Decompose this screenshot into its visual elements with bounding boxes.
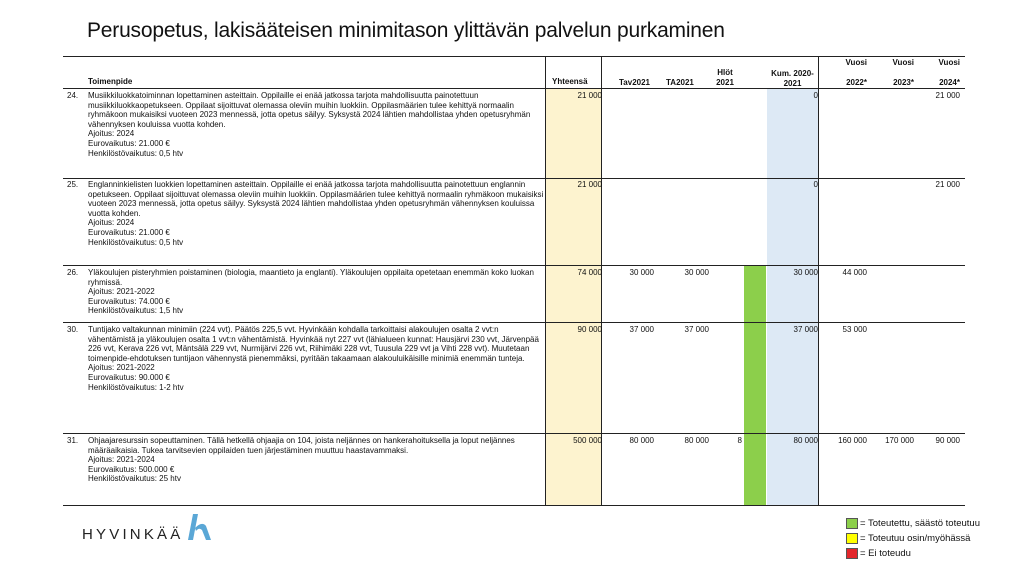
status-indicator-green	[744, 266, 766, 506]
legend-item	[846, 531, 980, 546]
header-ta2021: TA2021	[666, 78, 694, 87]
row-desc-text: Musiikkiluokkatoiminnan lopettaminen asteittain. Oppilaille ei enää jatkossa tarjota mahdollisuutta painotettuun musiikkiluokkaopetukseen. Oppilaat sijoittuvat olemassa oleviin muihin luokkiin. Oppilasmäärien tulee kehittyä normaalin ryhmäkoon mukaisiksi vuoteen 2023 mennessä, jotta opetus säilyy. Syksystä 2024 lähtien mahdollistaa yhden opetusryhmän vähennyksen kouluissa vuotta kohden.	[88, 91, 531, 129]
row-divider	[63, 433, 965, 434]
header-vuosi-2022	[825, 58, 867, 68]
header-2024: 2024*	[939, 78, 960, 87]
row-number: 31.	[67, 436, 79, 445]
cell-2022: 44 000	[842, 268, 867, 277]
cell-kum: 80 000	[793, 436, 818, 445]
row-number: 24.	[67, 91, 79, 100]
row-description	[88, 180, 548, 247]
header-hlot-line2: 2021	[716, 78, 734, 87]
cell-2024: 21 000	[935, 180, 960, 189]
row-description	[88, 91, 548, 158]
header-vuosi-2022-line1: Vuosi	[845, 58, 867, 67]
cell-yhteensa: 90 000	[577, 325, 602, 334]
row-euro: Eurovaikutus: 74.000 €	[88, 296, 170, 306]
row-henkilosto: Henkilöstövaikutus: 0,5 htv	[88, 148, 184, 158]
row-henkilosto: Henkilöstövaikutus: 1,5 htv	[88, 306, 184, 316]
cell-2022: 160 000	[838, 436, 867, 445]
row-description	[88, 325, 548, 392]
header-2022: 2022*	[846, 78, 867, 87]
header-toimenpide: Toimenpide	[88, 77, 133, 86]
header-vuosi-2023: Vuosi	[892, 58, 914, 67]
cell-ta2021: 80 000	[684, 436, 709, 445]
row-desc-text: Englanninkielisten luokkien lopettaminen asteittain. Oppilaille ei enää jatkossa tarjota mahdollisuutta painotettuun englannin opetukseen. Oppilaat sijoittuvat olemassa oleviin muihin luokkiin. Oppilasmäärien tulee kehittyä normaalin ryhmäkoon mukaisiksi vuoteen 2023 mennessä, jotta opetus säilyy. Syksystä 2024 lähtien mahdollistaa yhden opetusryhmän vähennyksen kouluissa vuotta kohden.	[88, 180, 544, 218]
header-kum-line2: 2021	[783, 79, 802, 88]
cell-2022: 53 000	[842, 325, 867, 334]
legend-label: = Toteutuu osin/myöhässä	[860, 533, 971, 544]
column-divider	[818, 56, 819, 506]
row-desc-text: Tuntijako valtakunnan minimiin (224 vvt). Päätös 225,5 vvt. Hyvinkään kohdalla tarkoittaisi alakoulujen osalta 2 vvt:n vähentämistä ja yläkoulujen osalta 1 vvt:n vähentämistä. Hyvinkää nyt 227 vvt (lähialueen kunnat: Hausjärvi 230 vvt, Järvenpää 226 vvt, Kerava 226 vvt, Mäntsälä 229 vvt, Nurmijärvi 226 vvt, Riihimäki 228 vvt, Tuusula 229 vvt ja Vihti 228 vvt). Muutetaan toimenpide-ehdotuksen tuntijaon vähennystä pienemmäksi, pyritään takaamaan alakouluikäisille minimiä enemmän tunteja.	[88, 325, 539, 363]
row-ajoitus: Ajoitus: 2024	[88, 129, 135, 139]
row-desc-text: Yläkoulujen pisteryhmien poistaminen (biologia, maantieto ja englanti). Yläkoulujen oppilaita opetetaan enemmän koko luokan ryhmissä.	[88, 268, 534, 287]
row-ajoitus: Ajoitus: 2021-2022	[88, 287, 155, 297]
legend-swatch-yellow	[846, 533, 858, 544]
table-bottom-border	[63, 505, 965, 506]
header-kum	[767, 69, 818, 89]
legend-label: = Ei toteudu	[860, 548, 911, 559]
row-euro: Eurovaikutus: 500.000 €	[88, 464, 175, 474]
cell-2024: 90 000	[935, 436, 960, 445]
header-yhteensa: Yhteensä	[552, 77, 588, 86]
header-hlot	[714, 68, 736, 88]
hyvinkaa-logo	[82, 512, 217, 546]
table-top-border	[63, 56, 965, 57]
row-henkilosto: Henkilöstövaikutus: 0,5 htv	[88, 237, 184, 247]
cell-tav2021: 37 000	[629, 325, 654, 334]
logo-text: HYVINKÄÄ	[82, 526, 184, 543]
cell-kum: 30 000	[793, 268, 818, 277]
row-divider	[63, 265, 965, 266]
header-bottom-border	[63, 88, 965, 89]
cell-2024: 21 000	[935, 91, 960, 100]
row-henkilosto: Henkilöstövaikutus: 1-2 htv	[88, 382, 184, 392]
row-desc-text: Ohjaajaresurssin sopeuttaminen. Tällä hetkellä ohjaajia on 104, joista neljännes on hankerahoituksella ja loput neljännes määräaikaisia. Tukea tarvitsevien oppilaiden tuen järjestäminen muuttuu haastavammaksi.	[88, 436, 515, 455]
row-description	[88, 436, 548, 484]
cell-yhteensa: 21 000	[577, 180, 602, 189]
legend-item	[846, 546, 980, 561]
cell-kum: 37 000	[793, 325, 818, 334]
legend-swatch-green	[846, 518, 858, 529]
row-description	[88, 268, 548, 316]
cell-tav2021: 30 000	[629, 268, 654, 277]
row-euro: Eurovaikutus: 21.000 €	[88, 138, 170, 148]
row-divider	[63, 322, 965, 323]
cell-ta2021: 30 000	[684, 268, 709, 277]
measures-table	[63, 56, 965, 506]
header-vuosi-2024: Vuosi	[938, 58, 960, 67]
cell-2023: 170 000	[885, 436, 914, 445]
row-number: 25.	[67, 180, 79, 189]
header-tav2021: Tav2021	[619, 78, 650, 87]
row-euro: Eurovaikutus: 21.000 €	[88, 227, 170, 237]
row-divider	[63, 178, 965, 179]
row-ajoitus: Ajoitus: 2021-2022	[88, 363, 155, 373]
header-hlot-line1: Hlöt	[717, 68, 733, 77]
logo-mark-icon	[184, 512, 214, 542]
row-number: 30.	[67, 325, 79, 334]
cell-yhteensa: 74 000	[577, 268, 602, 277]
cell-ta2021: 37 000	[684, 325, 709, 334]
row-euro: Eurovaikutus: 90.000 €	[88, 372, 170, 382]
cell-yhteensa: 21 000	[577, 91, 602, 100]
legend-swatch-red	[846, 548, 858, 559]
header-kum-line1: Kum. 2020-	[771, 69, 814, 78]
cell-hlot: 8	[737, 436, 742, 445]
cell-tav2021: 80 000	[629, 436, 654, 445]
row-ajoitus: Ajoitus: 2024	[88, 218, 135, 228]
cell-kum: 0	[813, 91, 818, 100]
header-2023: 2023*	[893, 78, 914, 87]
row-henkilosto: Henkilöstövaikutus: 25 htv	[88, 474, 181, 484]
cell-kum: 0	[813, 180, 818, 189]
status-legend	[846, 516, 980, 561]
row-ajoitus: Ajoitus: 2021-2024	[88, 455, 155, 465]
cell-yhteensa: 500 000	[573, 436, 602, 445]
legend-item	[846, 516, 980, 531]
row-number: 26.	[67, 268, 79, 277]
legend-label: = Toteutettu, säästö toteutuu	[860, 518, 980, 529]
page-title: Perusopetus, lakisääteisen minimitason ylittävän palvelun purkaminen	[87, 19, 725, 42]
